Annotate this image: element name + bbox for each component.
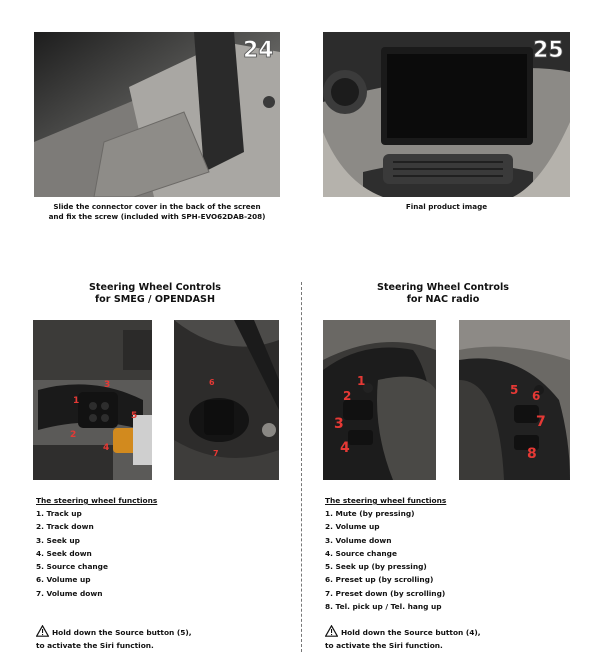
smeg-function-item: 2. Track down	[36, 522, 94, 532]
marker-6: 6	[532, 389, 541, 403]
warning-icon	[325, 625, 338, 637]
marker-5: 5	[131, 411, 138, 421]
marker-3: 3	[104, 380, 111, 390]
smeg-function-item: 7. Volume down	[36, 588, 103, 598]
smeg-note-line2: to activate the Siri function.	[36, 641, 154, 650]
warning-icon	[36, 625, 49, 637]
nac-title-line1: Steering Wheel Controls	[377, 282, 509, 293]
marker-7: 7	[213, 449, 219, 458]
smeg-siri-note	[36, 625, 192, 652]
marker-3: 3	[334, 416, 344, 432]
nac-wheel-right-photo	[459, 320, 570, 480]
smeg-function-item: 3. Seek up	[36, 535, 80, 545]
smeg-title-line1: Steering Wheel Controls	[89, 282, 221, 293]
nac-function-item: 4. Source change	[325, 548, 397, 558]
step25-caption: Final product image	[405, 202, 488, 211]
smeg-functions-heading: The steering wheel functions	[36, 496, 158, 505]
nac-functions-list	[325, 507, 445, 613]
marker-2: 2	[70, 430, 77, 440]
nac-section-title	[348, 282, 538, 306]
step24-number-badge: 24	[243, 38, 274, 63]
nac-function-item: 8. Tel. pick up / Tel. hang up	[325, 602, 442, 612]
nac-function-item: 6. Preset up (by scrolling)	[325, 575, 434, 585]
marker-8: 8	[527, 446, 537, 462]
smeg-function-item: 4. Seek down	[36, 548, 92, 558]
nac-function-item: 1. Mute (by pressing)	[325, 509, 415, 518]
smeg-note-line1: Hold down the Source button (5),	[52, 628, 192, 637]
smeg-functions-list	[36, 507, 108, 600]
marker-6: 6	[209, 378, 215, 387]
nac-title-line2: for NAC radio	[406, 294, 480, 305]
smeg-title-line2: for SMEG / OPENDASH	[94, 294, 215, 305]
nac-function-item: 2. Volume up	[325, 522, 380, 532]
marker-1: 1	[357, 374, 366, 388]
step25-number-badge: 25	[533, 38, 564, 63]
nac-wheel-left-photo	[323, 320, 436, 480]
step24-caption-line2: and fix the screw (included with SPH-EVO62DAB-208)	[48, 212, 266, 221]
marker-7: 7	[536, 414, 546, 430]
nac-note-line1: Hold down the Source button (4),	[341, 628, 481, 637]
section-divider	[301, 282, 302, 652]
nac-siri-note	[325, 625, 481, 652]
marker-1: 1	[73, 396, 80, 406]
marker-5: 5	[510, 383, 519, 397]
step24-caption	[34, 202, 280, 222]
nac-function-item: 3. Volume down	[325, 535, 392, 545]
smeg-function-item: 5. Source change	[36, 562, 108, 572]
smeg-stalk-photo	[33, 320, 152, 480]
smeg-function-item: 1. Track up	[36, 509, 82, 518]
smeg-section-title	[60, 282, 250, 306]
step24-caption-line1: Slide the connector cover in the back of the screen	[53, 202, 261, 211]
marker-2: 2	[343, 389, 352, 403]
nac-functions-heading: The steering wheel functions	[325, 496, 447, 505]
nac-function-item: 7. Preset down (by scrolling)	[325, 588, 446, 598]
smeg-function-item: 6. Volume up	[36, 575, 91, 585]
nac-note-line2: to activate the Siri function.	[325, 641, 443, 650]
nac-function-item: 5. Seek up (by pressing)	[325, 562, 427, 572]
marker-4: 4	[103, 443, 110, 453]
marker-4: 4	[340, 440, 350, 456]
smeg-steering-back-photo	[174, 320, 279, 480]
